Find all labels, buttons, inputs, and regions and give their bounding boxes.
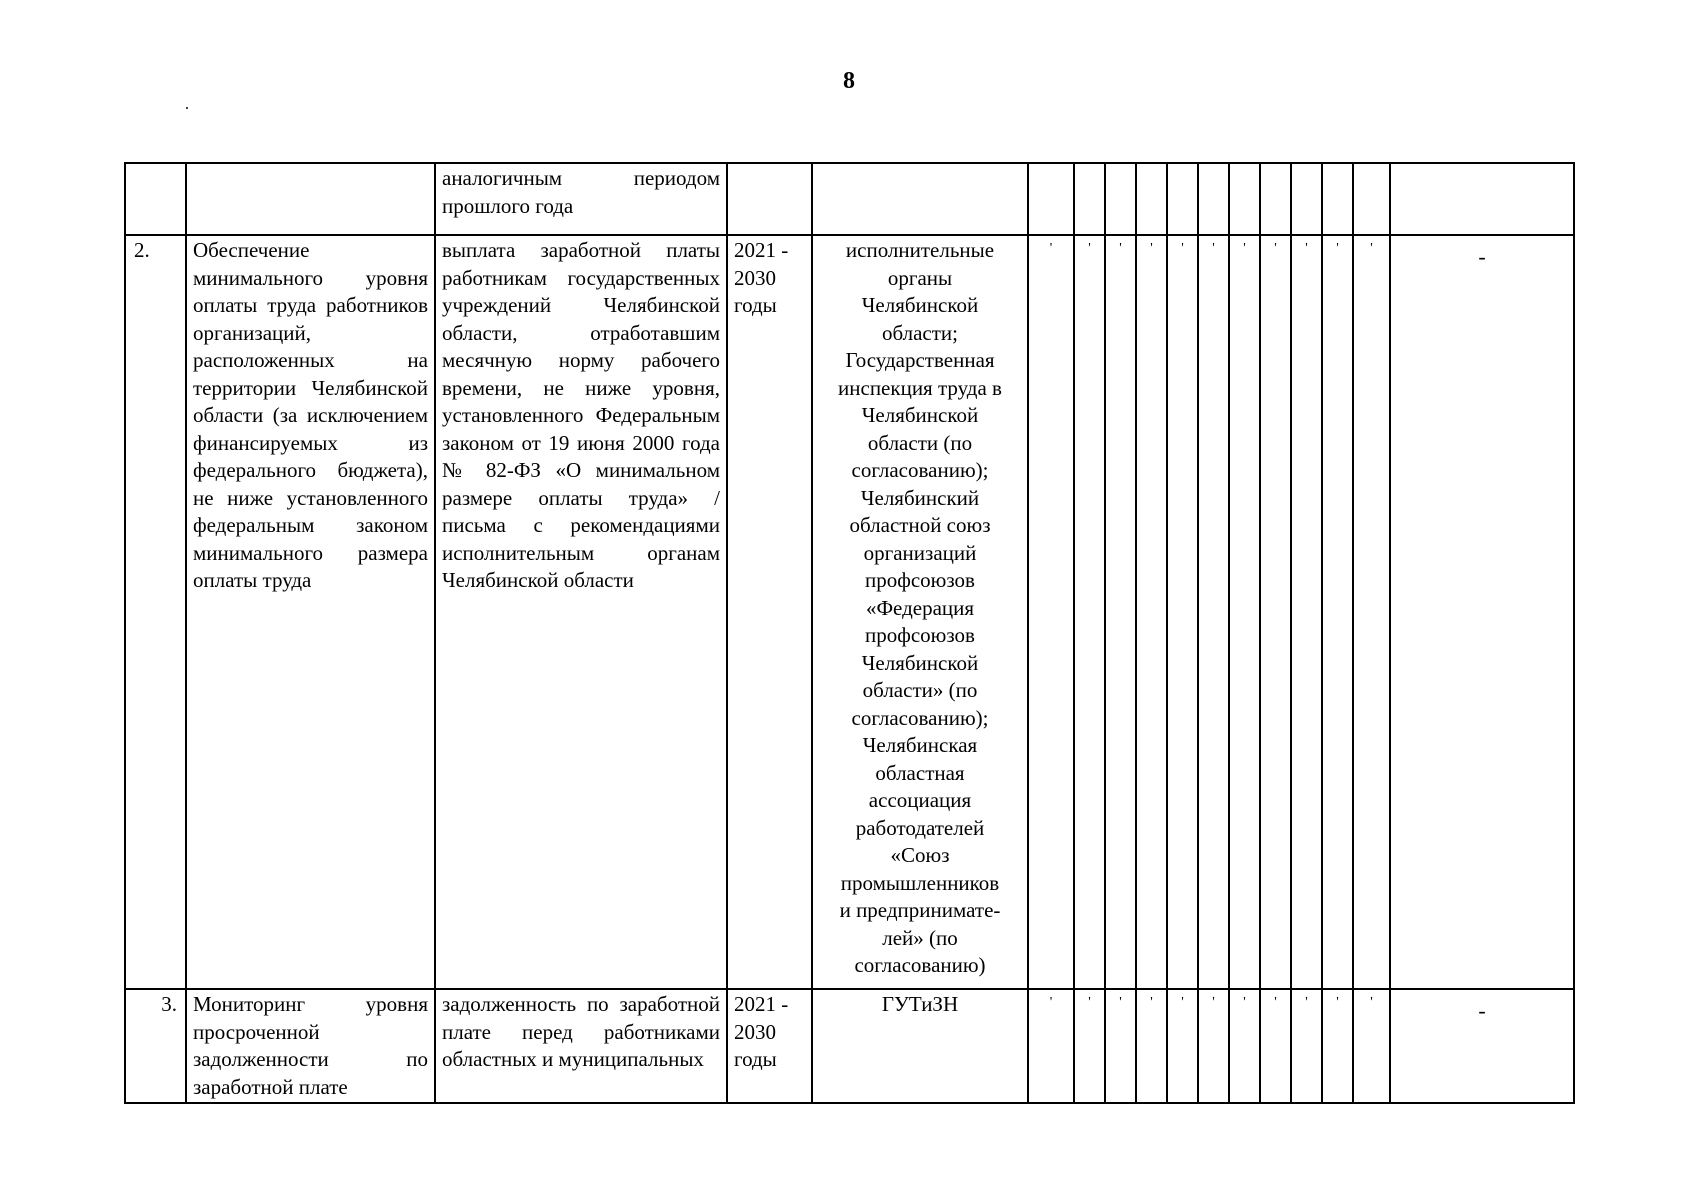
year-mark: '	[1322, 235, 1353, 989]
year-mark	[1136, 163, 1167, 235]
year-mark	[1229, 163, 1260, 235]
indicator-text: аналогичным периодом прошлого года	[435, 163, 727, 235]
indicator-text: задолженность по заработной плате перед работниками областных и муниципальных	[435, 989, 727, 1103]
measure-name	[186, 163, 435, 235]
year-mark	[1322, 163, 1353, 235]
term-cell: 2021 - 2030 годы	[727, 235, 812, 989]
page-number: 8	[843, 68, 855, 94]
year-mark: '	[1291, 989, 1322, 1103]
last-column-cell: -	[1390, 989, 1574, 1103]
measure-name: Обеспечение минимального уровня оплаты труда работников организаций, расположенных на территории Челябинской области (за исключением финансируемых из федерального бюджета), не ниже установленного федеральным законом минимального размера оплаты труда	[186, 235, 435, 989]
year-mark	[1353, 163, 1390, 235]
year-mark: '	[1260, 989, 1291, 1103]
year-mark	[1291, 163, 1322, 235]
year-mark	[1260, 163, 1291, 235]
year-mark: '	[1198, 989, 1229, 1103]
year-mark: '	[1105, 235, 1136, 989]
row-number	[125, 163, 186, 235]
year-mark: '	[1322, 989, 1353, 1103]
indicator-text: выплата заработной платы работникам государственных учреждений Челябинской области, отработавшим месячную норму рабочего времени, не ниже уровня, установленного Федеральным законом от 19 июня 2000 года № 82-ФЗ «О минимальном размере оплаты труда» / письма с рекомендациями исполнительным органам Челябинской области	[435, 235, 727, 989]
year-mark	[1198, 163, 1229, 235]
year-mark: '	[1136, 235, 1167, 989]
term-cell: 2021 - 2030 годы	[727, 989, 812, 1103]
year-mark	[1105, 163, 1136, 235]
last-column-cell	[1390, 163, 1574, 235]
executors-cell: исполнительные органы Челябинской области; Государственная инспекция труда в Челябинской области (по согласованию); Челябинский областной союз организаций профсоюзов «Федерация профсоюзов Челябинской области» (по согласованию); Челябинская областная ассоциация работодателей «Союз промышленников и предпринимате- лей» (по согласованию)	[812, 235, 1028, 989]
executors-cell	[812, 163, 1028, 235]
year-mark: '	[1028, 235, 1074, 989]
table-row	[125, 235, 1574, 989]
year-mark: '	[1229, 989, 1260, 1103]
year-mark: '	[1136, 989, 1167, 1103]
year-mark: '	[1291, 235, 1322, 989]
year-mark	[1074, 163, 1105, 235]
measure-name: Мониторинг уровня просроченной задолженности по заработной плате	[186, 989, 435, 1103]
year-mark: '	[1074, 989, 1105, 1103]
year-mark	[1167, 163, 1198, 235]
row-number: 3.	[125, 989, 186, 1103]
year-mark: '	[1167, 235, 1198, 989]
year-mark: '	[1105, 989, 1136, 1103]
year-mark: '	[1167, 989, 1198, 1103]
year-mark: '	[1198, 235, 1229, 989]
row-number: 2.	[125, 235, 186, 989]
year-mark: '	[1353, 989, 1390, 1103]
term-cell	[727, 163, 812, 235]
measures-table	[124, 162, 1575, 1104]
scan-speck	[186, 107, 188, 109]
year-mark	[1028, 163, 1074, 235]
table-row	[125, 163, 1574, 235]
year-mark: '	[1028, 989, 1074, 1103]
table-row	[125, 989, 1574, 1103]
last-column-cell: -	[1390, 235, 1574, 989]
year-mark: '	[1260, 235, 1291, 989]
year-mark: '	[1074, 235, 1105, 989]
year-mark: '	[1229, 235, 1260, 989]
year-mark: '	[1353, 235, 1390, 989]
executors-cell: ГУТиЗН	[812, 989, 1028, 1103]
